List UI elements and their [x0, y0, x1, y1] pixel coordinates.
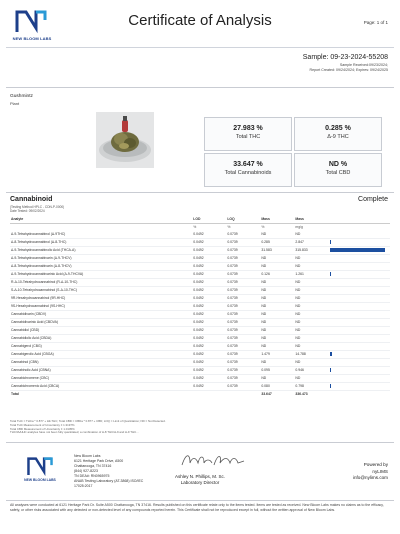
mass-bar — [330, 368, 331, 372]
cell-analyte: S-Δ-10-Tetrahydrocannabinol (S-Δ-10-THC) — [11, 288, 77, 292]
cell-lod: 0.0492 — [193, 376, 204, 380]
table-body — [10, 231, 390, 391]
cell-analyte: Δ-9-Tetrahydrocannabivarinic Acid (Δ-9-THCVA) — [11, 272, 84, 276]
cell-mass-mg: ND — [295, 264, 301, 268]
cell-mass-mg: ND — [295, 288, 301, 292]
test-method — [10, 205, 64, 213]
cell-mass-mg: ND — [295, 296, 301, 300]
unit — [10, 224, 192, 232]
table-row — [10, 255, 390, 263]
divider — [6, 442, 394, 443]
summary-total-cbd — [294, 153, 382, 187]
report-dates: Report Created: 09/24/2024; Expires: 09/24/2025 — [309, 68, 388, 72]
mass-bar — [330, 352, 333, 356]
cell-mass-pct: 1.479 — [261, 352, 270, 356]
cell-bar — [329, 255, 390, 263]
method-text: (Testing Method HPLC - CDN-P-0000) — [10, 205, 65, 209]
summary-d9-thc — [294, 117, 382, 151]
cell-lod: 0.0492 — [193, 368, 204, 372]
note: Total THC = THCa * 0.877 + Δ9-THC; Total CBD = CBDa * 0.877 + CBD; LOQ = Limit of Quantitation; ND = Not Detected. — [10, 419, 166, 423]
cell-lod: 0.0492 — [193, 344, 204, 348]
lab-line: New Bloom Labs — [74, 454, 101, 458]
table-row — [10, 319, 390, 327]
lab-line: 17025:2017 — [74, 484, 93, 488]
cell-loq: 0.0739 — [227, 360, 238, 364]
cell-mass-mg: ND — [295, 280, 301, 284]
cell-bar — [329, 375, 390, 383]
cell-loq: 0.0739 — [227, 280, 238, 284]
document-title: Certificate of Analysis — [128, 12, 272, 29]
table-row — [10, 327, 390, 335]
cell-mass-mg: ND — [295, 344, 301, 348]
summary-label: Total CBD — [325, 170, 351, 176]
cell-bar — [329, 231, 390, 239]
signer-block — [150, 474, 250, 486]
summary-label: Δ-9 THC — [327, 134, 349, 140]
cell-mass-pct: ND — [261, 376, 267, 380]
cell-bar — [329, 343, 390, 351]
cell-loq: 0.0739 — [227, 240, 238, 244]
cell-analyte: Cannabigerol (CBG) — [11, 344, 42, 348]
table-row — [10, 263, 390, 271]
mass-bar — [330, 384, 331, 388]
status-label: Complete — [358, 196, 388, 203]
table-row — [10, 239, 390, 247]
powered-name: nyLIMS — [372, 468, 388, 474]
cell-loq: 0.0739 — [227, 288, 238, 292]
cell-analyte: Δ-8-Tetrahydrocannabivarin (Δ-8-THCV) — [11, 264, 72, 268]
cell-lod: 0.0492 — [193, 296, 204, 300]
cell-loq: 0.0739 — [227, 312, 238, 316]
summary-value: 33.647 % — [233, 161, 263, 168]
cell-analyte: Cannabinol (CBN) — [11, 360, 39, 364]
col-analyte: Analyte — [10, 216, 192, 224]
cell-mass-pct: ND — [261, 360, 267, 364]
total-mg: 336.473 — [295, 392, 308, 396]
table-row — [10, 351, 390, 359]
divider — [6, 87, 394, 88]
summary-label: Total THC — [235, 134, 261, 140]
cell-lod: 0.0492 — [193, 240, 204, 244]
summary-panel — [204, 117, 382, 187]
cell-mass-pct: ND — [261, 232, 267, 236]
cell-lod: 0.0492 — [193, 304, 204, 308]
table-row — [10, 359, 390, 367]
product-name: Gushmintz — [10, 94, 33, 99]
cell-bar — [329, 319, 390, 327]
cell-analyte: Δ-8-Tetrahydrocannabinol (Δ-8-THC) — [11, 240, 67, 244]
cell-loq: 0.0739 — [227, 336, 238, 340]
cell-bar — [329, 327, 390, 335]
cell-bar — [329, 239, 390, 247]
cell-mass-pct: ND — [261, 344, 267, 348]
unit: mg/g — [295, 225, 303, 229]
cell-analyte: Cannabichromenic Acid (CBCA) — [11, 384, 60, 388]
summary-total-thc — [204, 117, 292, 151]
sample-id: Sample: 09-23-2024-55208 — [302, 54, 388, 61]
date-tested: Date Tested: 09/02/2024 — [10, 209, 45, 213]
cell-mass-mg: ND — [295, 376, 301, 380]
summary-value: 27.983 % — [233, 125, 263, 132]
cell-mass-mg: ND — [295, 336, 301, 340]
divider — [6, 500, 394, 501]
footer-logo-text: NEW BLOOM LABS — [24, 478, 56, 482]
cell-mass-pct: ND — [261, 256, 267, 260]
cell-analyte: Δ-9-Tetrahydrocannabivarin (Δ-9-THCV) — [11, 256, 72, 260]
cell-mass-pct: ND — [261, 288, 267, 292]
mass-bar — [330, 248, 385, 252]
cell-loq: 0.0739 — [227, 368, 238, 372]
cell-mass-mg: ND — [295, 256, 301, 260]
cell-mass-pct: 0.080 — [261, 384, 270, 388]
cell-mass-mg: ND — [295, 304, 301, 308]
col-mass-pct: Mass — [260, 216, 294, 224]
sample-info — [303, 54, 388, 73]
sample-photo — [96, 112, 154, 168]
table-row — [10, 343, 390, 351]
sample-received: Sample Received:09/23/2024; — [339, 63, 388, 67]
cell-loq: 0.0739 — [227, 384, 238, 388]
cell-lod: 0.0492 — [193, 264, 204, 268]
col-mass-mg: Mass — [294, 216, 328, 224]
disclaimer: All analyses were conducted at 6121 Heritage Park Dr. Suite A500 Chattanooga, TN 37416. Results published on this certificate relate only to the items tested. Items are tested as received. New Bloom Labs makes no claims as to the efficacy, safety, or other risks associated with any detected or non-detected level of any compounds reported herein. This Certificate shall not be reproduced except in full, without the written approval of New Bloom Labs. — [10, 503, 384, 512]
table-row — [10, 271, 390, 279]
cell-bar — [329, 359, 390, 367]
cell-mass-mg: 315.833 — [295, 248, 308, 252]
cell-loq: 0.0739 — [227, 352, 238, 356]
cell-analyte: Cannabigerolic Acid (CBGA) — [11, 352, 54, 356]
note: Total CBD Measurement of Uncertainty ± 1.0105% — [10, 426, 75, 431]
cell-mass-mg: ND — [295, 232, 301, 236]
cell-mass-pct: 0.285 — [261, 240, 270, 244]
powered-by — [353, 462, 388, 482]
cell-mass-pct: ND — [261, 280, 267, 284]
cell-loq: 0.0739 — [227, 248, 238, 252]
cell-bar — [329, 279, 390, 287]
cell-analyte: Δ-9-Tetrahydrocannabinol (Δ-9THC) — [11, 232, 66, 236]
cell-mass-mg: ND — [295, 360, 301, 364]
powered-label: Powered by — [363, 462, 388, 467]
cell-mass-mg: ND — [295, 312, 301, 316]
cell-loq: 0.0739 — [227, 304, 238, 308]
cell-lod: 0.0492 — [193, 280, 204, 284]
cell-lod: 0.0492 — [193, 328, 204, 332]
cell-lod: 0.0492 — [193, 352, 204, 356]
table-row — [10, 303, 390, 311]
cell-analyte: R-Δ-10-Tetrahydrocannabinol (R-Δ-10-THC) — [11, 280, 78, 284]
table-row — [10, 335, 390, 343]
cell-mass-pct: ND — [261, 296, 267, 300]
table-row — [10, 295, 390, 303]
product-type: Plant — [10, 101, 20, 106]
cell-loq: 0.0739 — [227, 376, 238, 380]
lab-line: (844) 927-8223 — [74, 469, 98, 473]
cell-bar — [329, 287, 390, 295]
cell-lod: 0.0492 — [193, 384, 204, 388]
cell-mass-mg: 1.261 — [295, 272, 304, 276]
table-row — [10, 287, 390, 295]
total-label: Total — [11, 392, 19, 396]
total-row — [10, 391, 390, 399]
cell-mass-pct: 31.583 — [261, 248, 272, 252]
signer-title: Laboratory Director — [180, 480, 220, 485]
mass-bar — [330, 272, 331, 276]
cell-mass-pct: ND — [261, 312, 267, 316]
results-table — [10, 216, 390, 398]
table-notes — [10, 420, 166, 435]
blank — [226, 391, 260, 399]
col-bar — [329, 216, 390, 224]
cell-analyte: 9S-Hexahydrocannabinol (9S-HHC) — [11, 304, 65, 308]
blank — [329, 391, 390, 399]
units-row — [10, 224, 390, 232]
unit-blank — [329, 224, 390, 232]
cell-lod: 0.0492 — [193, 288, 204, 292]
cell-loq: 0.0739 — [227, 296, 238, 300]
cell-analyte: Cannabinolic Acid (CBNA) — [11, 368, 51, 372]
col-lod: LOD — [192, 216, 226, 224]
unit: % — [193, 225, 197, 229]
cell-loq: 0.0739 — [227, 264, 238, 268]
cell-mass-mg: 14.788 — [295, 352, 306, 356]
lab-line: Chattanooga, TN 37416 — [74, 464, 112, 468]
cell-loq: 0.0739 — [227, 272, 238, 276]
cell-analyte: Cannabidiol (CBD) — [11, 328, 40, 332]
cell-analyte: Cannabidivarin (CBDV) — [11, 312, 47, 316]
cell-loq: 0.0739 — [227, 320, 238, 324]
lab-address — [74, 454, 143, 489]
lab-line: 6121 Heritage Park Drive, A500 — [74, 459, 124, 463]
cell-lod: 0.0492 — [193, 336, 204, 340]
section-title: Cannabinoid — [10, 196, 53, 203]
note: THCVA/HHC analytes have not been fully quantitated; a combination of Δ-8 THC/Δ-9 and Δ-9 THC... — [10, 430, 139, 435]
cell-lod: 0.0492 — [193, 272, 204, 276]
cell-loq: 0.0739 — [227, 256, 238, 260]
cell-lod: 0.0492 — [193, 312, 204, 316]
cell-bar — [329, 295, 390, 303]
summary-label: Total Cannabinoids — [224, 170, 272, 176]
cell-loq: 0.0739 — [227, 344, 238, 348]
cell-analyte: Cannabidivarinic Acid (CBDVA) — [11, 320, 59, 324]
cell-bar — [329, 263, 390, 271]
summary-total-cannabinoids — [204, 153, 292, 187]
cell-analyte: Δ-9-Tetrahydrocannabinolic Acid (THCA-A) — [11, 248, 76, 252]
cell-lod: 0.0492 — [193, 320, 204, 324]
cell-mass-pct: 0.126 — [261, 272, 270, 276]
table-row — [10, 367, 390, 375]
cell-loq: 0.0739 — [227, 328, 238, 332]
signature-image — [178, 451, 248, 469]
col-loq: LOQ — [226, 216, 260, 224]
cell-mass-pct: ND — [261, 336, 267, 340]
cell-bar — [329, 335, 390, 343]
cell-analyte: Cannabidiolic Acid (CBDA) — [11, 336, 52, 340]
powered-email: info@nylims.com — [352, 475, 388, 480]
table-row — [10, 247, 390, 255]
unit: % — [261, 225, 265, 229]
cell-mass-pct: ND — [261, 304, 267, 308]
table-row — [10, 231, 390, 239]
cell-mass-mg: 2.847 — [295, 240, 304, 244]
summary-value: 0.285 % — [325, 125, 351, 132]
lab-line: ANAB Testing Laboratory (AT-3868) ISO/IEC — [74, 479, 144, 483]
cell-lod: 0.0492 — [193, 256, 204, 260]
divider — [6, 47, 394, 48]
table-row — [10, 375, 390, 383]
note: Total THC Measurement of Uncertainty ± 1.3197% — [10, 422, 75, 427]
cell-bar — [329, 247, 390, 255]
lab-line: TN DEA#: RN0965975 — [74, 474, 110, 478]
cell-bar — [329, 271, 390, 279]
lab-logo-text: NEW BLOOM LABS — [12, 36, 52, 41]
table-header — [10, 216, 390, 224]
table-row — [10, 279, 390, 287]
cell-mass-mg: 0.798 — [295, 384, 304, 388]
cell-analyte: Cannabichromene (CBC) — [11, 376, 50, 380]
blank — [192, 391, 226, 399]
page-number: Page: 1 of 1 — [363, 20, 388, 25]
unit: % — [227, 225, 231, 229]
mass-bar — [330, 240, 331, 244]
cell-mass-mg: 0.946 — [295, 368, 304, 372]
cell-bar — [329, 383, 390, 391]
cell-mass-mg: ND — [295, 328, 301, 332]
total-pct: 33.647 — [261, 392, 272, 396]
cell-lod: 0.0492 — [193, 360, 204, 364]
cell-loq: 0.0739 — [227, 232, 238, 236]
footer-logo — [26, 455, 54, 477]
cell-bar — [329, 367, 390, 375]
summary-value: ND % — [328, 161, 348, 168]
cell-mass-mg: ND — [295, 320, 301, 324]
table-row — [10, 383, 390, 391]
cell-analyte: 9R-Hexahydrocannabinol (9R-HHC) — [11, 296, 66, 300]
cell-mass-pct: ND — [261, 320, 267, 324]
cell-bar — [329, 311, 390, 319]
cell-lod: 0.0492 — [193, 248, 204, 252]
table-row — [10, 311, 390, 319]
cell-lod: 0.0492 — [193, 232, 204, 236]
cell-mass-pct: ND — [261, 328, 267, 332]
divider — [6, 192, 394, 193]
cell-bar — [329, 351, 390, 359]
cell-mass-pct: 0.095 — [261, 368, 270, 372]
signer-name: Ashley N. Phillips, M. Sc. — [174, 474, 225, 479]
cell-mass-pct: ND — [261, 264, 267, 268]
cell-bar — [329, 303, 390, 311]
